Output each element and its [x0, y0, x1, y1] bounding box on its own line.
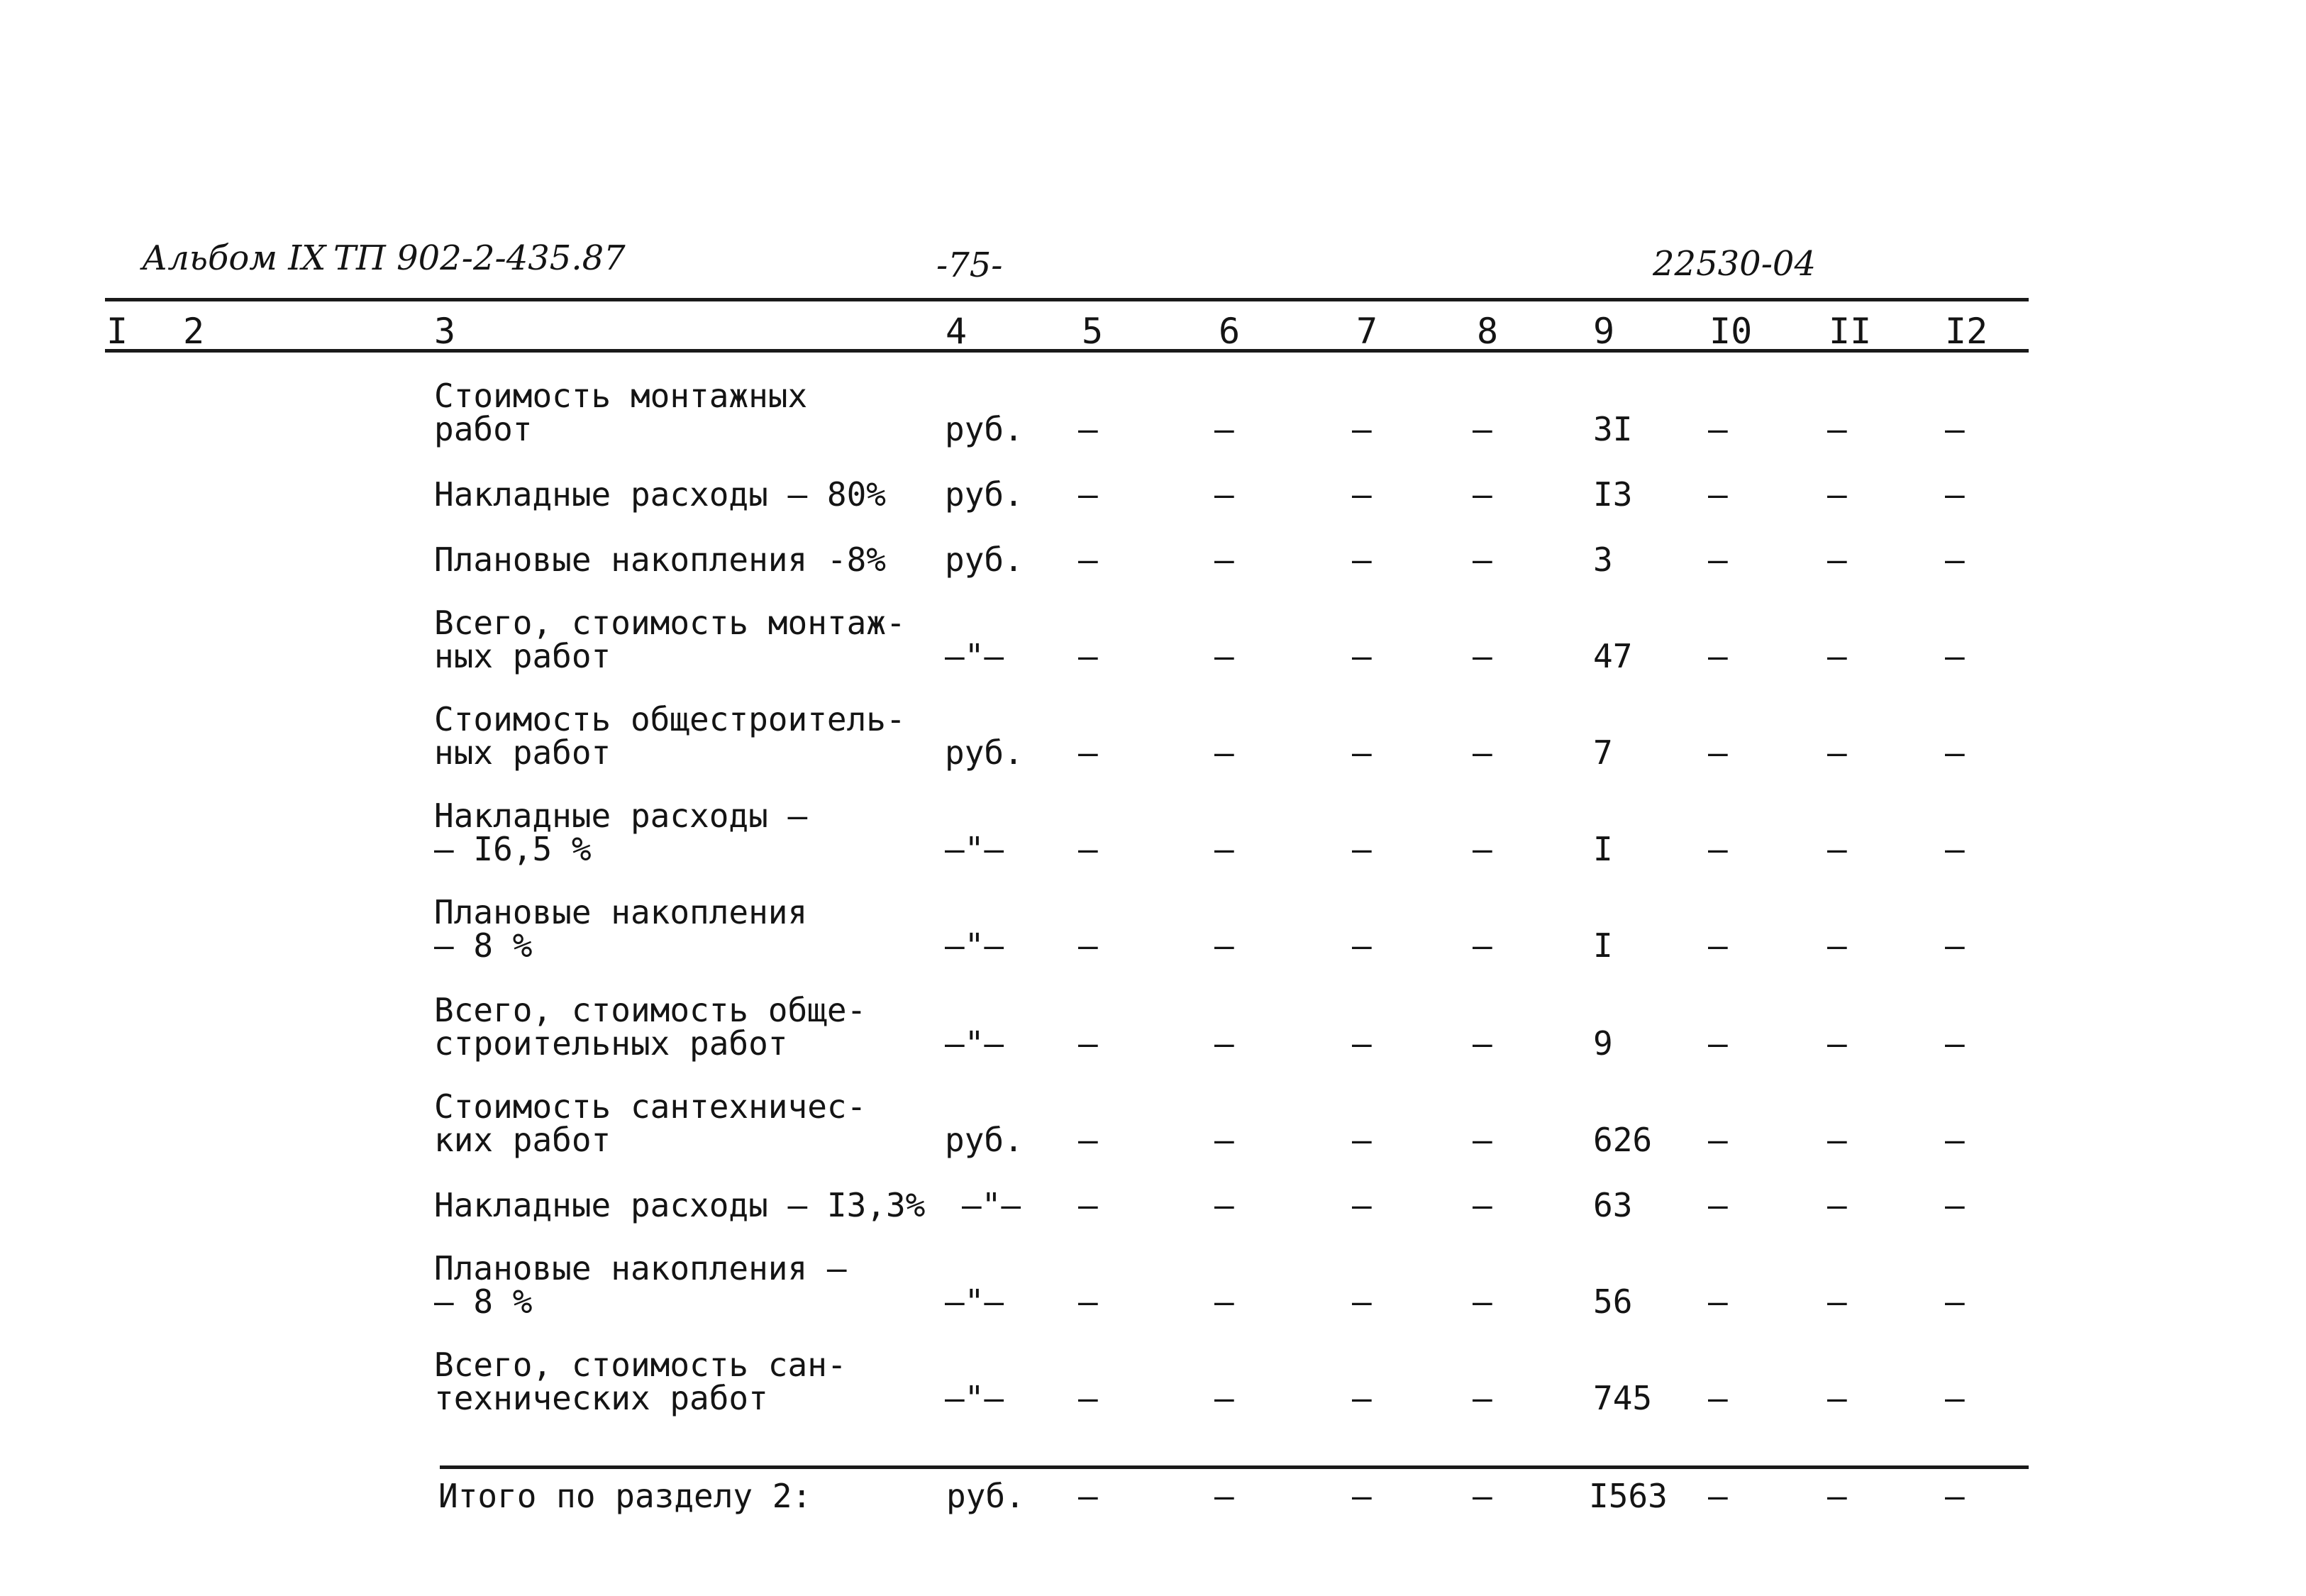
- col10-cell: –: [1708, 475, 1728, 514]
- col9-cell: 47: [1593, 637, 1633, 675]
- col12-cell: –: [1945, 1121, 1965, 1159]
- unit-cell: руб.: [945, 733, 1024, 772]
- col12-cell: –: [1945, 1282, 1965, 1321]
- col6-cell: –: [1214, 830, 1234, 868]
- col11-cell: –: [1827, 830, 1847, 868]
- col5-cell: –: [1078, 1477, 1098, 1515]
- col9-cell: I3: [1593, 475, 1633, 514]
- col10-cell: –: [1708, 1186, 1728, 1224]
- row-description: Стоимость общестроитель- ных работ: [434, 700, 906, 772]
- row-description: Всего, стоимость монтаж- ных работ: [434, 604, 906, 675]
- col10-cell: –: [1708, 830, 1728, 868]
- col9-cell: I: [1593, 926, 1613, 965]
- col11-cell: –: [1827, 1186, 1847, 1224]
- col6-cell: –: [1214, 733, 1234, 772]
- unit-cell: –"–: [945, 1024, 1004, 1063]
- col7-cell: –: [1352, 637, 1372, 675]
- col9-cell: 56: [1593, 1282, 1633, 1321]
- row-description: Всего, стоимость обще- строительных работ: [434, 991, 867, 1063]
- col11-cell: –: [1827, 1024, 1847, 1063]
- col7-cell: –: [1352, 926, 1372, 965]
- row-description: Стоимость монтажных работ: [434, 377, 808, 448]
- col8-cell: –: [1473, 1186, 1492, 1224]
- col8-cell: –: [1473, 475, 1492, 514]
- col5-cell: –: [1078, 926, 1098, 965]
- col6-cell: –: [1214, 1282, 1234, 1321]
- col12-cell: –: [1945, 1024, 1965, 1063]
- col5-cell: –: [1078, 733, 1098, 772]
- col9-cell: 745: [1593, 1379, 1653, 1417]
- col6-cell: –: [1214, 541, 1234, 579]
- row-description: Плановые накопления -8%: [434, 541, 886, 579]
- col10-cell: –: [1708, 926, 1728, 965]
- col10-cell: –: [1708, 733, 1728, 772]
- column-header-6: 6: [1219, 311, 1241, 352]
- col8-cell: –: [1473, 1121, 1492, 1159]
- col5-cell: –: [1078, 1379, 1098, 1417]
- col6-cell: –: [1214, 926, 1234, 965]
- col7-cell: –: [1352, 830, 1372, 868]
- row-description: Накладные расходы – I3,3%: [434, 1186, 926, 1224]
- row-description: Накладные расходы – 80%: [434, 475, 886, 514]
- row-description: Стоимость сантехничес- ких работ: [434, 1087, 867, 1159]
- col11-cell: –: [1827, 475, 1847, 514]
- table-row: [0, 1249, 2306, 1321]
- column-header-4: 4: [946, 311, 968, 352]
- col10-cell: –: [1708, 541, 1728, 579]
- col9-cell: 626: [1593, 1121, 1653, 1159]
- table-row: [0, 541, 2306, 579]
- col12-cell: –: [1945, 1186, 1965, 1224]
- col8-cell: –: [1473, 830, 1492, 868]
- col12-cell: –: [1945, 541, 1965, 579]
- col10-cell: –: [1708, 1477, 1728, 1515]
- col5-cell: –: [1078, 830, 1098, 868]
- col12-cell: –: [1945, 733, 1965, 772]
- col12-cell: –: [1945, 475, 1965, 514]
- col6-cell: –: [1214, 475, 1234, 514]
- table-row: [0, 700, 2306, 772]
- unit-cell: –"–: [945, 1379, 1004, 1417]
- col7-cell: –: [1352, 410, 1372, 448]
- col9-cell: 7: [1593, 733, 1613, 772]
- unit-cell: руб.: [945, 410, 1024, 448]
- col10-cell: –: [1708, 637, 1728, 675]
- col11-cell: –: [1827, 637, 1847, 675]
- col5-cell: –: [1078, 541, 1098, 579]
- col9-cell: 3I: [1593, 410, 1633, 448]
- col10-cell: –: [1708, 1379, 1728, 1417]
- table-row: [0, 1346, 2306, 1417]
- col12-cell: –: [1945, 830, 1965, 868]
- col6-cell: –: [1214, 1121, 1234, 1159]
- col9-cell: 63: [1593, 1186, 1633, 1224]
- col10-cell: –: [1708, 1282, 1728, 1321]
- col8-cell: –: [1473, 1282, 1492, 1321]
- row-description: Плановые накопления – – 8 %: [434, 1249, 847, 1321]
- col7-cell: –: [1352, 1477, 1372, 1515]
- col11-cell: –: [1827, 410, 1847, 448]
- table-row: [0, 893, 2306, 965]
- unit-cell: –"–: [945, 637, 1004, 675]
- col6-cell: –: [1214, 1477, 1234, 1515]
- column-header-1: I: [106, 311, 128, 352]
- table-row: [0, 377, 2306, 448]
- col6-cell: –: [1214, 1186, 1234, 1224]
- row-description: Накладные расходы – – I6,5 %: [434, 797, 808, 868]
- col9-cell: I: [1593, 830, 1613, 868]
- unit-cell: руб.: [946, 1477, 1025, 1515]
- col9-cell: 9: [1593, 1024, 1613, 1063]
- col8-cell: –: [1473, 541, 1492, 579]
- col12-cell: –: [1945, 1379, 1965, 1417]
- column-header-3: 3: [434, 311, 456, 352]
- col5-cell: –: [1078, 1282, 1098, 1321]
- col5-cell: –: [1078, 1024, 1098, 1063]
- table-row: [0, 604, 2306, 675]
- column-header-5: 5: [1082, 311, 1104, 352]
- unit-cell: –"–: [945, 830, 1004, 868]
- col6-cell: –: [1214, 1379, 1234, 1417]
- column-header-7: 7: [1356, 311, 1378, 352]
- unit-cell: руб.: [945, 541, 1024, 579]
- col8-cell: –: [1473, 1477, 1492, 1515]
- unit-cell: –"–: [945, 1282, 1004, 1321]
- col12-cell: –: [1945, 1477, 1965, 1515]
- unit-cell: руб.: [945, 475, 1024, 514]
- col7-cell: –: [1352, 1379, 1372, 1417]
- total-label: Итого по разделу 2:: [438, 1477, 812, 1515]
- col5-cell: –: [1078, 475, 1098, 514]
- col7-cell: –: [1352, 541, 1372, 579]
- col11-cell: –: [1827, 1121, 1847, 1159]
- col7-cell: –: [1352, 1121, 1372, 1159]
- document-code: 22530-04: [1653, 244, 1816, 284]
- col7-cell: –: [1352, 1186, 1372, 1224]
- col8-cell: –: [1473, 926, 1492, 965]
- unit-cell: –"–: [945, 926, 1004, 965]
- col12-cell: –: [1945, 410, 1965, 448]
- col9-cell: 3: [1593, 541, 1613, 579]
- table-row: [0, 991, 2306, 1063]
- col11-cell: –: [1827, 926, 1847, 965]
- row-description: Всего, стоимость сан- технических работ: [434, 1346, 847, 1417]
- col12-cell: –: [1945, 926, 1965, 965]
- column-header-11: II: [1829, 311, 1872, 352]
- col11-cell: –: [1827, 733, 1847, 772]
- col9-cell: I563: [1589, 1477, 1668, 1515]
- col11-cell: –: [1827, 1477, 1847, 1515]
- col11-cell: –: [1827, 1379, 1847, 1417]
- column-header-8: 8: [1477, 311, 1499, 352]
- column-header-9: 9: [1593, 311, 1615, 352]
- col6-cell: –: [1214, 410, 1234, 448]
- column-header-10: I0: [1709, 311, 1753, 352]
- col7-cell: –: [1352, 475, 1372, 514]
- col10-cell: –: [1708, 1024, 1728, 1063]
- unit-cell: руб.: [945, 1121, 1024, 1159]
- table-row: [0, 475, 2306, 514]
- col7-cell: –: [1352, 733, 1372, 772]
- table-row: [0, 1186, 2306, 1224]
- unit-cell: –"–: [962, 1186, 1021, 1224]
- album-label: Альбом IX: [142, 238, 326, 278]
- column-header-12: I2: [1945, 311, 1988, 352]
- col7-cell: –: [1352, 1024, 1372, 1063]
- col5-cell: –: [1078, 1121, 1098, 1159]
- col7-cell: –: [1352, 1282, 1372, 1321]
- page-number: -75-: [936, 245, 1003, 285]
- col5-cell: –: [1078, 1186, 1098, 1224]
- col11-cell: –: [1827, 1282, 1847, 1321]
- col6-cell: –: [1214, 637, 1234, 675]
- col10-cell: –: [1708, 410, 1728, 448]
- col8-cell: –: [1473, 1024, 1492, 1063]
- col8-cell: –: [1473, 1379, 1492, 1417]
- col5-cell: –: [1078, 637, 1098, 675]
- col5-cell: –: [1078, 410, 1098, 448]
- col11-cell: –: [1827, 541, 1847, 579]
- col8-cell: –: [1473, 733, 1492, 772]
- col12-cell: –: [1945, 637, 1965, 675]
- column-header-2: 2: [183, 311, 205, 352]
- project-code: ТП 902-2-435.87: [333, 238, 626, 278]
- col8-cell: –: [1473, 410, 1492, 448]
- col8-cell: –: [1473, 637, 1492, 675]
- row-description: Плановые накопления – 8 %: [434, 893, 808, 965]
- col10-cell: –: [1708, 1121, 1728, 1159]
- col6-cell: –: [1214, 1024, 1234, 1063]
